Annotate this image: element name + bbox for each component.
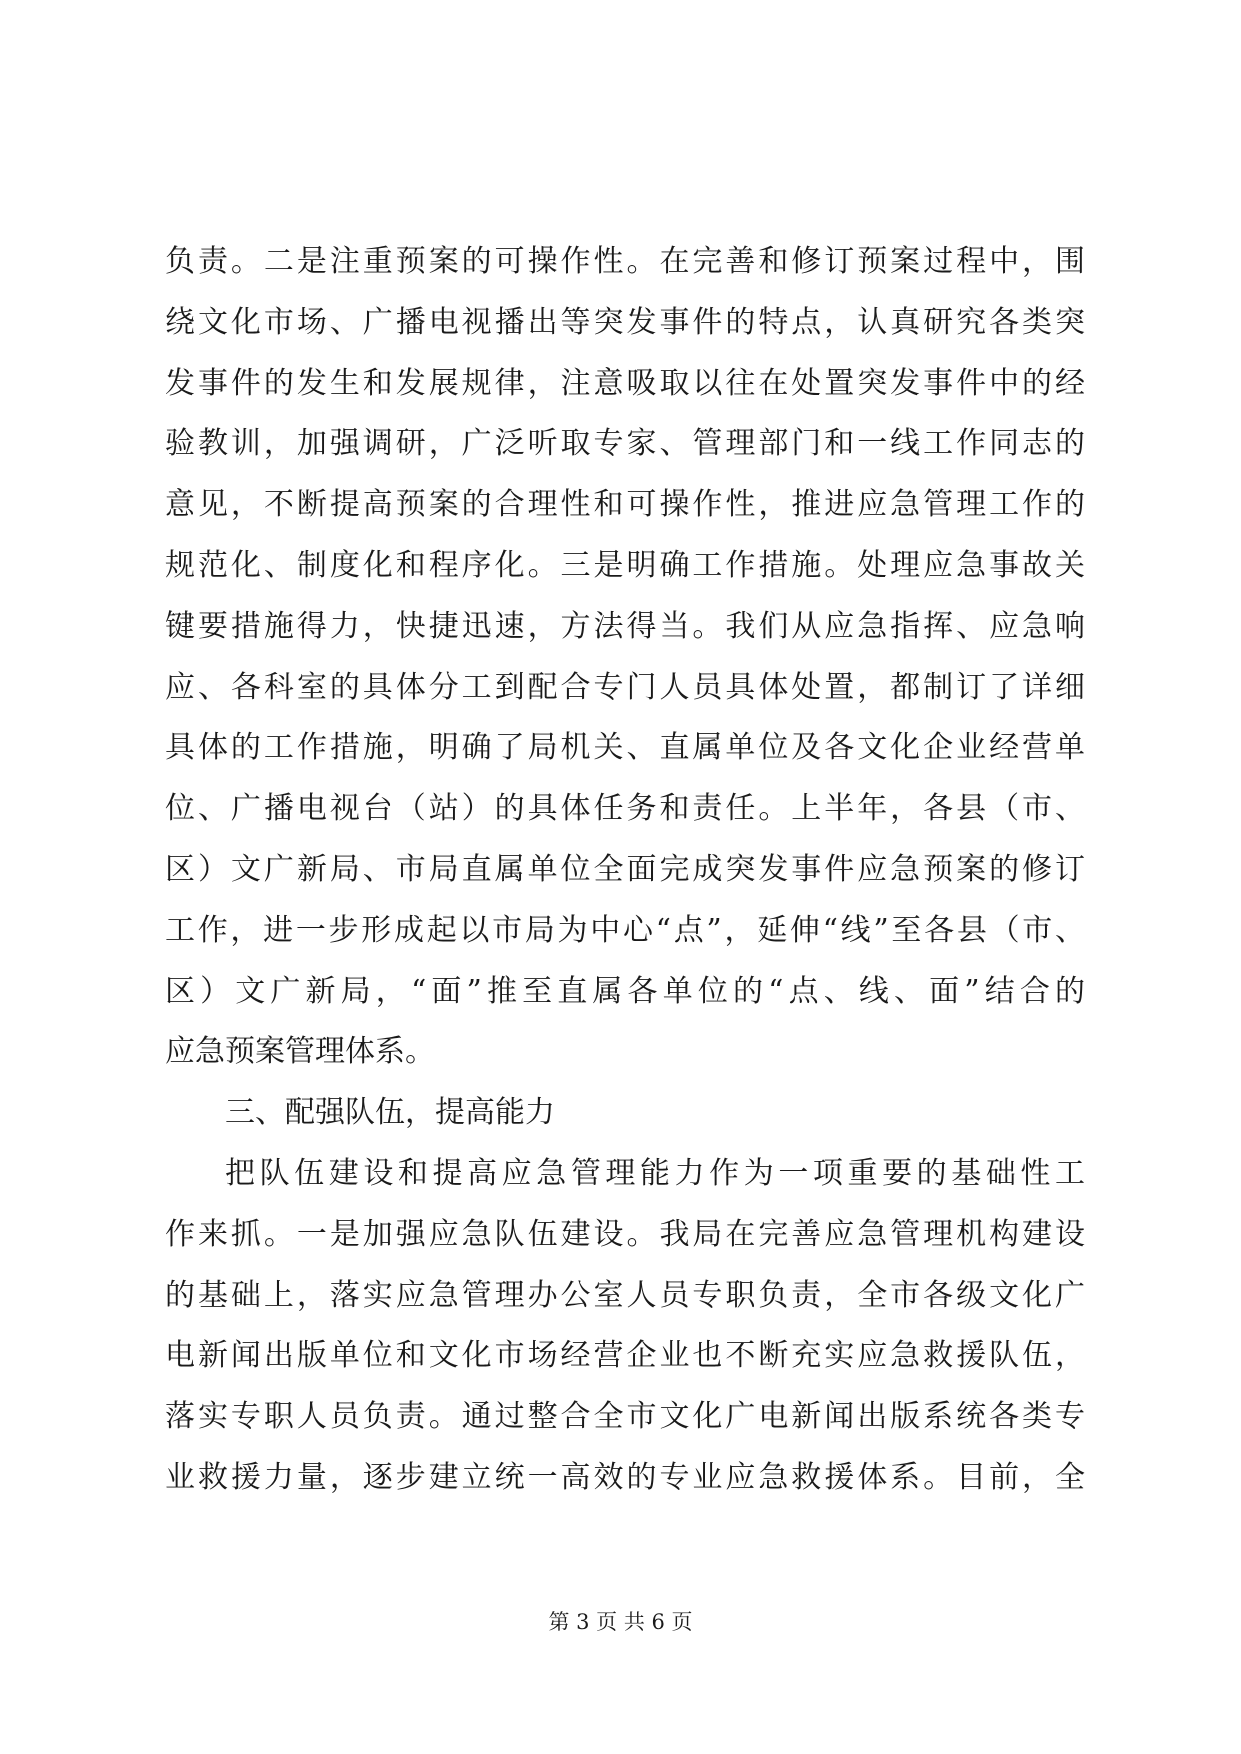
text-line: 落实专职人员负责。通过整合全市文化广电新闻出版系统各类专 bbox=[165, 1399, 1085, 1435]
text-line: 验教训，加强调研，广泛听取专家、管理部门和一线工作同志的 bbox=[165, 426, 1085, 462]
text-line: 意见，不断提高预案的合理性和可操作性，推进应急管理工作的 bbox=[165, 487, 1085, 523]
text-line: 区）文广新局，“面”推至直属各单位的“点、线、面”结合的 bbox=[165, 973, 1085, 1009]
page-number: 第 3 页 共 6 页 bbox=[548, 1610, 693, 1634]
page-footer bbox=[0, 1607, 1241, 1637]
text-line: 工作，进一步形成起以市局为中心“点”，延伸“线”至各县（市、 bbox=[165, 912, 1085, 948]
text-line: 键要措施得力，快捷迅速，方法得当。我们从应急指挥、应急响 bbox=[165, 608, 1085, 644]
text-line: 把队伍建设和提高应急管理能力作为一项重要的基础性工 bbox=[225, 1155, 1085, 1191]
text-line: 负责。二是注重预案的可操作性。在完善和修订预案过程中，围 bbox=[165, 244, 1085, 279]
text-line: 电新闻出版单位和文化市场经营企业也不断充实应急救援队伍， bbox=[165, 1338, 1085, 1374]
text-line: 业救援力量，逐步建立统一高效的专业应急救援体系。目前，全 bbox=[165, 1459, 1085, 1495]
body-text bbox=[165, 232, 1085, 1509]
text-line: 绕文化市场、广播电视播出等突发事件的特点，认真研究各类突 bbox=[165, 304, 1085, 340]
text-line: 应、各科室的具体分工到配合专门人员具体处置，都制订了详细 bbox=[165, 669, 1085, 705]
text-line: 具体的工作措施，明确了局机关、直属单位及各文化企业经营单 bbox=[165, 730, 1085, 766]
text-line: 区）文广新局、市局直属单位全面完成突发事件应急预案的修订 bbox=[165, 851, 1085, 887]
text-line: 的基础上，落实应急管理办公室人员专职负责，全市各级文化广 bbox=[165, 1277, 1085, 1313]
text-line: 应急预案管理体系。 bbox=[165, 1034, 435, 1070]
text-line: 作来抓。一是加强应急队伍建设。我局在完善应急管理机构建设 bbox=[165, 1216, 1085, 1252]
text-line: 发事件的发生和发展规律，注意吸取以往在处置突发事件中的经 bbox=[165, 365, 1085, 401]
text-line: 位、广播电视台（站）的具体任务和责任。上半年，各县（市、 bbox=[165, 791, 1085, 827]
text-line: 规范化、制度化和程序化。三是明确工作措施。处理应急事故关 bbox=[165, 547, 1085, 583]
section-heading: 三、配强队伍，提高能力 bbox=[225, 1095, 555, 1131]
